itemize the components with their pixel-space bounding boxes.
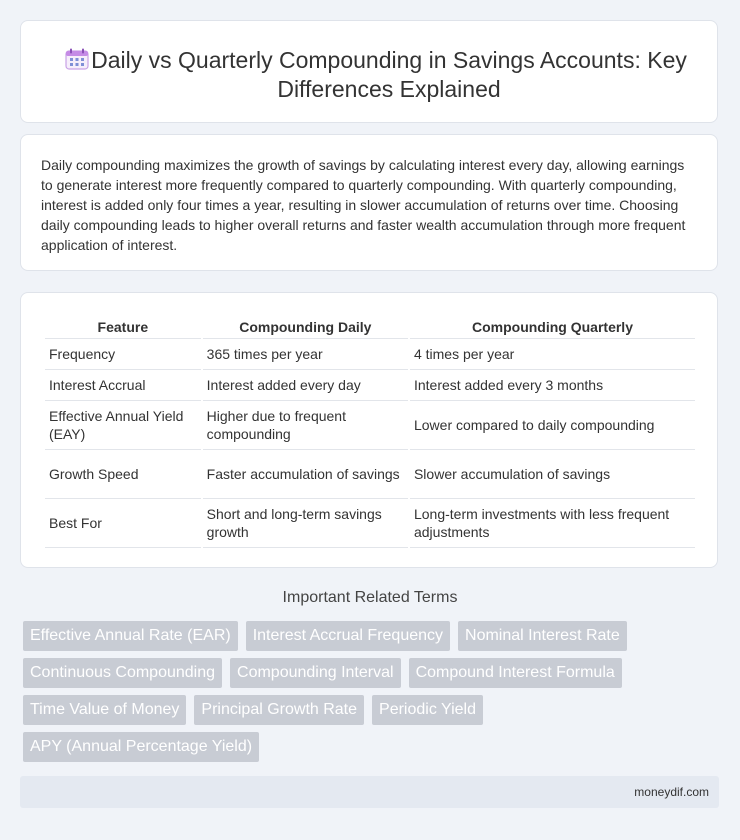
related-term-tag[interactable]: Compound Interest Formula [409, 658, 622, 688]
table-cell: 365 times per year [203, 339, 408, 370]
table-cell: Interest added every 3 months [410, 370, 695, 401]
table-cell: Frequency [45, 339, 201, 370]
table-header-row [45, 316, 695, 339]
table-cell: Higher due to frequent compounding [203, 401, 408, 450]
footer [20, 776, 719, 808]
page-title: Daily vs Quarterly Compounding in Savings Accounts: Key Differences Explained [91, 47, 687, 102]
related-term-tag[interactable]: Principal Growth Rate [194, 695, 364, 725]
table-cell: Faster accumulation of savings [203, 450, 408, 499]
related-term-tag[interactable]: Interest Accrual Frequency [246, 621, 450, 651]
table-row [45, 499, 695, 548]
table-header-cell: Compounding Quarterly [410, 316, 695, 339]
table-cell: Effective Annual Yield (EAY) [45, 401, 201, 450]
table-cell: Interest added every day [203, 370, 408, 401]
related-term-tag[interactable]: Continuous Compounding [23, 658, 222, 688]
table-cell: Growth Speed [45, 450, 201, 499]
table-header-cell: Feature [45, 316, 201, 339]
related-term-tag[interactable]: Compounding Interval [230, 658, 401, 688]
related-term-tag[interactable]: Effective Annual Rate (EAR) [23, 621, 238, 651]
table-cell: Short and long-term savings growth [203, 499, 408, 548]
title-card [20, 20, 718, 123]
related-term-tag[interactable]: Time Value of Money [23, 695, 186, 725]
related-term-tag[interactable]: APY (Annual Percentage Yield) [23, 732, 259, 762]
table-cell: Best For [45, 499, 201, 548]
footer-site-link[interactable]: moneydif.com [634, 785, 709, 799]
related-term-tag[interactable]: Nominal Interest Rate [458, 621, 627, 651]
related-term-tag[interactable]: Periodic Yield [372, 695, 483, 725]
table-row [45, 370, 695, 401]
related-terms-list [23, 621, 703, 762]
table-cell: Long-term investments with less frequent adjustments [410, 499, 695, 548]
table-cell: Lower compared to daily compounding [410, 401, 695, 450]
table-row [45, 339, 695, 370]
related-terms-title: Important Related Terms [282, 589, 458, 606]
table-cell: 4 times per year [410, 339, 695, 370]
intro-card [20, 134, 718, 271]
comparison-card [20, 292, 718, 568]
table-cell: Slower accumulation of savings [410, 450, 695, 499]
comparison-table [43, 316, 697, 548]
table-cell: Interest Accrual [45, 370, 201, 401]
table-header-cell: Compounding Daily [203, 316, 408, 339]
table-row [45, 450, 695, 499]
intro-paragraph: Daily compounding maximizes the growth of savings by calculating interest every day, allowing earnings to generate interest more frequently compared to quarterly compounding. With quarterly compounding, interest is added only four times a year, resulting in slower accumulation of returns over time. Choosing daily compounding leads to higher overall returns and faster wealth accumulation through more frequent application of interest. [41, 157, 686, 253]
table-row [45, 401, 695, 450]
